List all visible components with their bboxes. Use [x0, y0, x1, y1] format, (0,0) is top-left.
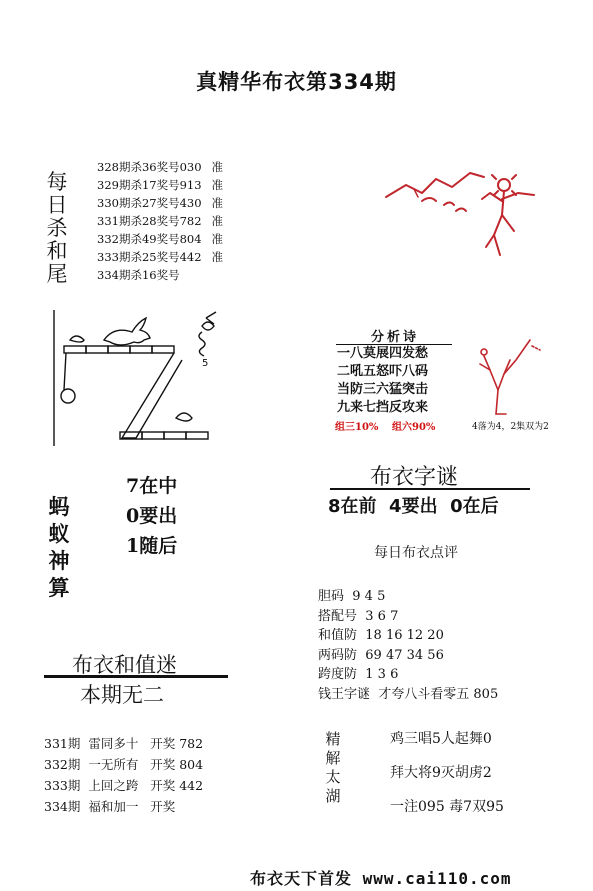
riddle-line: 8在前 4要出 0在后 [328, 496, 499, 517]
history-period: 331期 [44, 736, 81, 751]
history-period: 332期 [44, 757, 81, 772]
kill-row [97, 194, 223, 212]
poem-line: 二吼五怒吓八码 [337, 364, 429, 379]
kill-label-char: 尾 [46, 262, 68, 286]
kill-row-text: 330期杀27奖号430 [97, 196, 202, 210]
comment-label: 胆码 [318, 589, 345, 604]
kill-row-note: 准 [211, 250, 224, 264]
jingjie-label-char: 湖 [325, 787, 341, 805]
jingjie-line: 鸡三唱5人起舞0 [390, 731, 492, 747]
comment-item [318, 607, 498, 627]
comment-item [318, 646, 498, 666]
kill-row-text: 328期杀36奖号030 [97, 160, 202, 174]
poem-line: 九来七挡反攻来 [337, 400, 429, 415]
history-text: 福和加一 [88, 799, 139, 814]
bird-figure-sketch [384, 163, 544, 261]
comment-value: 18 16 12 20 [365, 628, 444, 643]
comment-label: 和值防 [318, 628, 358, 643]
comment-value: 1 3 6 [365, 667, 399, 682]
kill-row-text: 331期杀28奖号782 [97, 214, 202, 228]
kill-row-text: 332期杀49奖号804 [97, 232, 202, 246]
riddle-title: 布衣字谜 [370, 465, 459, 490]
history-text: 上回之跨 [88, 778, 139, 793]
ant-label-char: 神 [48, 548, 70, 573]
kill-row-text: 334期杀16奖号 [97, 268, 180, 282]
ant-label-char: 算 [48, 575, 70, 600]
jingjie-lines [390, 722, 504, 824]
ant-line: 0要出 [126, 505, 178, 527]
kill-row-note: 准 [211, 196, 224, 210]
kill-label [44, 171, 70, 286]
kill-label-char: 和 [46, 239, 68, 263]
tree-figure-sketch [476, 330, 546, 416]
kill-section [44, 160, 244, 290]
history-text: 雷同多十 [88, 736, 139, 751]
history-period: 333期 [44, 778, 81, 793]
comment-item [318, 685, 498, 705]
kill-row-note: 准 [211, 232, 224, 246]
ant-label-char: 蚁 [48, 521, 70, 546]
history-result: 开奖 804 [150, 757, 204, 772]
history-row [44, 796, 203, 817]
history-period: 334期 [44, 799, 81, 814]
kill-row [97, 266, 223, 284]
history-result: 开奖 782 [150, 736, 204, 751]
history-row [44, 733, 203, 754]
kill-row [97, 158, 223, 176]
poem-group3: 组三10% [335, 422, 379, 433]
kill-label-char: 杀 [46, 216, 68, 240]
history-result: 开奖 442 [150, 778, 204, 793]
red-sketch-image [384, 163, 544, 261]
ant-line: 1随后 [126, 535, 178, 557]
zodiac-sketch-image [52, 308, 234, 448]
comment-label: 跨度防 [318, 667, 358, 682]
riddle-underline [330, 488, 530, 490]
kill-label-char: 每 [46, 170, 68, 194]
poem-group6: 组六90% [392, 422, 436, 433]
kill-row-note: 准 [211, 178, 224, 192]
kill-label-char: 日 [46, 193, 68, 217]
poem-side-note: 4落为4，2集双为2 [472, 422, 549, 432]
comment-label: 两码防 [318, 647, 358, 663]
svg-text:5: 5 [202, 358, 209, 369]
comment-label: 搭配号 [318, 608, 358, 624]
jingjie-label-char: 太 [325, 768, 341, 786]
comment-value: 69 47 34 56 [365, 647, 444, 663]
jingjie-label-char: 解 [325, 749, 341, 767]
poem-line: 当防三六猛突击 [337, 382, 429, 397]
kill-row [97, 212, 223, 230]
comment-list [318, 587, 498, 704]
ant-label [46, 493, 72, 601]
sum-riddle-underline [44, 675, 228, 678]
kill-row [97, 176, 223, 194]
comment-item [318, 665, 498, 685]
ant-line: 7在中 [126, 475, 178, 497]
poem-lines [337, 345, 428, 417]
kill-row-note: 准 [211, 214, 224, 228]
kill-list [97, 158, 223, 284]
comment-item [318, 587, 498, 607]
ant-lines [126, 471, 177, 561]
history-text: 一无所有 [88, 757, 139, 772]
footer-text: 布衣天下首发 www.cai110.com [250, 869, 512, 888]
history-result: 开奖 [150, 799, 176, 814]
comment-label: 钱王字谜 [318, 686, 371, 702]
poem-title: 分析诗 [370, 330, 419, 345]
history-list [44, 733, 203, 817]
jingjie-label [320, 730, 346, 806]
history-row [44, 754, 203, 775]
sum-riddle-title: 布衣和值迷 [72, 653, 177, 677]
kill-row-text: 333期杀25奖号442 [97, 250, 202, 264]
page-title: 真精华布衣第334期 [196, 70, 397, 94]
kill-row-note: 准 [211, 160, 224, 174]
comment-value: 3 6 7 [365, 608, 399, 624]
sum-riddle-subtitle: 本期无二 [80, 683, 164, 707]
comment-value: 9 4 5 [352, 589, 386, 604]
comment-value: 才夸八斗看零五 805 [378, 686, 499, 702]
comment-title: 每日布衣点评 [374, 545, 458, 561]
rabbit-bee-diagram [52, 308, 234, 448]
history-row [44, 775, 203, 796]
tree-sketch-image [476, 330, 546, 416]
ant-label-char: 蚂 [48, 494, 70, 519]
jingjie-line: 拜大将9灭胡虏2 [390, 765, 492, 781]
kill-row [97, 230, 223, 248]
kill-row-text: 329期杀17奖号913 [97, 178, 202, 192]
jingjie-label-char: 精 [325, 730, 341, 748]
jingjie-line: 一注095 毒7双95 [390, 799, 504, 815]
kill-row [97, 248, 223, 266]
poem-line: 一八莫展四发愁 [337, 346, 429, 361]
comment-item [318, 626, 498, 646]
